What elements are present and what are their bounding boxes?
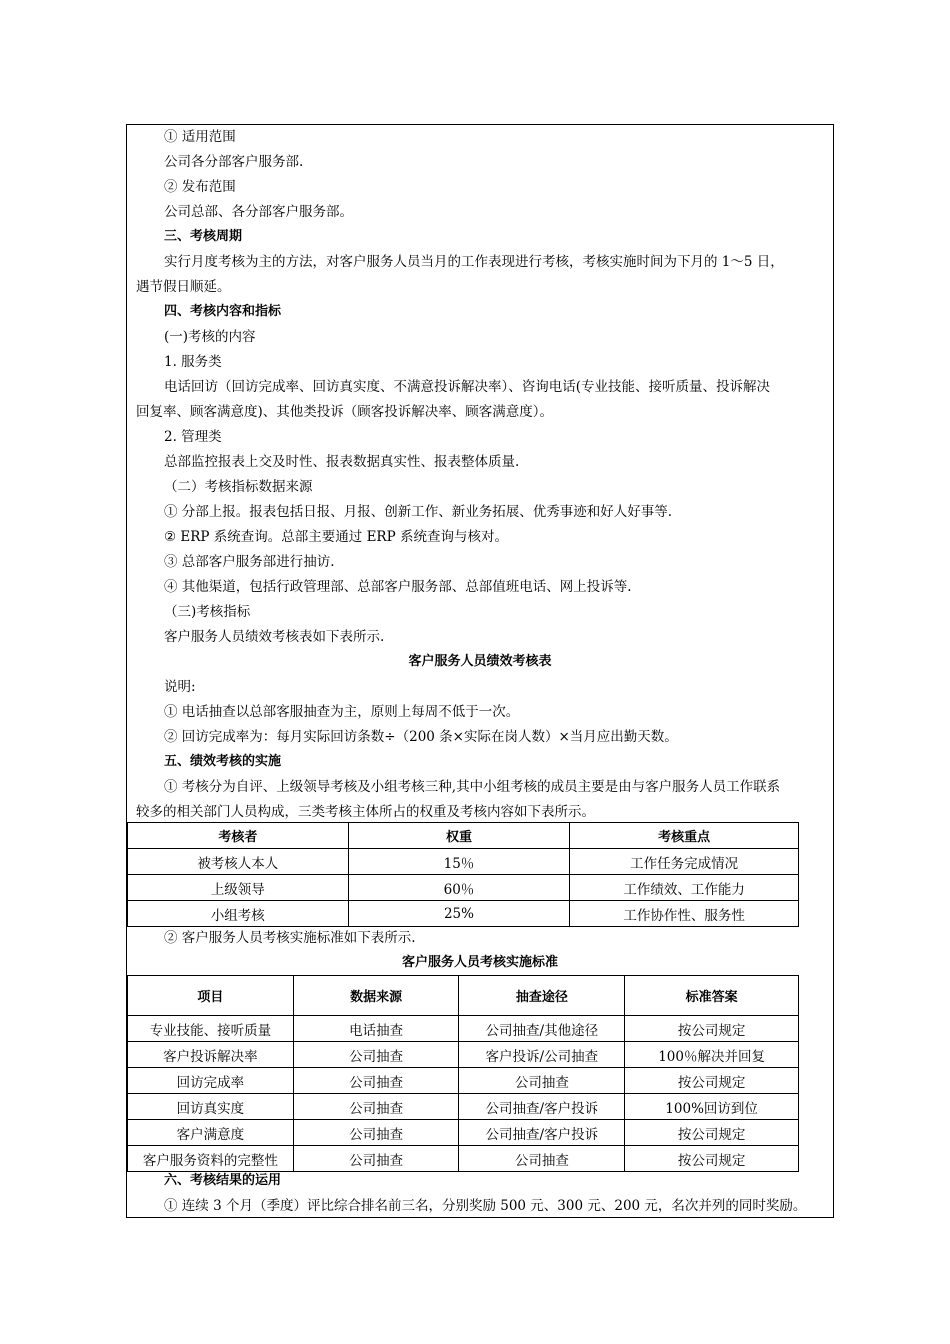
table-cell: 公司抽查 <box>293 1068 459 1094</box>
table-cell: 回访真实度 <box>128 1094 294 1120</box>
header-method: 抽查途径 <box>459 976 625 1016</box>
period-text-2: 遇节假日顺延。 <box>136 279 231 295</box>
data-source-1: ① 分部上报。报表包括日报、月报、创新工作、新业务拓展、优秀事迹和好人好事等. <box>164 504 673 520</box>
standard-table <box>127 975 799 1172</box>
standard-table-header <box>128 976 799 1016</box>
performance-table-title: 客户服务人员绩效考核表 <box>408 654 552 669</box>
scope-text: 公司各分部客户服务部. <box>164 154 304 170</box>
data-source-3: ③ 总部客户服务部进行抽访. <box>164 554 335 570</box>
content-subheading: (一)考核的内容 <box>164 329 256 345</box>
table-cell: 25% <box>348 901 570 927</box>
table-cell: 小组考核 <box>128 901 349 927</box>
table-cell: 公司抽查 <box>293 1094 459 1120</box>
table-cell: 客户服务资料的完整性 <box>128 1146 294 1172</box>
management-heading: 2. 管理类 <box>164 429 222 445</box>
table-row <box>128 1042 799 1068</box>
data-source-heading: （二）考核指标数据来源 <box>164 479 313 495</box>
table-row <box>128 1094 799 1120</box>
table-cell: 按公司规定 <box>625 1068 799 1094</box>
release-text: 公司总部、各分部客户服务部。 <box>164 204 353 220</box>
scope-heading: ① 适用范围 <box>164 129 236 145</box>
indicator-text: 客户服务人员绩效考核表如下表所示. <box>164 629 385 645</box>
header-source: 数据来源 <box>293 976 459 1016</box>
table-cell: 工作绩效、工作能力 <box>570 875 799 901</box>
section-6-title: 六、考核结果的运用 <box>164 1173 282 1188</box>
table-cell: 公司抽查 <box>293 1042 459 1068</box>
table-row <box>128 1146 799 1172</box>
table-cell: 客户投诉/公司抽查 <box>459 1042 625 1068</box>
header-item: 项目 <box>128 976 294 1016</box>
table-row <box>128 849 799 875</box>
data-source-2: ② ERP 系统查询。总部主要通过 ERP 系统查询与核对。 <box>164 529 508 545</box>
table-cell: 公司抽查 <box>459 1146 625 1172</box>
indicator-heading: （三)考核指标 <box>164 604 251 620</box>
service-heading: 1. 服务类 <box>164 354 222 370</box>
management-text: 总部监控报表上交及时性、报表数据真实性、报表整体质量. <box>164 454 520 470</box>
header-focus: 考核重点 <box>570 823 799 849</box>
table-cell: 100%回访到位 <box>625 1094 799 1120</box>
implementation-text-2: 较多的相关部门人员构成，三类考核主体所占的权重及考核内容如下表所示。 <box>136 804 595 820</box>
table-row <box>128 1016 799 1042</box>
table-cell: 客户投诉解决率 <box>128 1042 294 1068</box>
table-cell: 电话抽查 <box>293 1016 459 1042</box>
table-row <box>128 1068 799 1094</box>
table-row <box>128 1120 799 1146</box>
table-cell: 按公司规定 <box>625 1146 799 1172</box>
implementation-text-1: ① 考核分为自评、上级领导考核及小组考核三种,其中小组考核的成员主要是由与客户服务人员工作联系 <box>164 779 781 795</box>
period-text-1: 实行月度考核为主的方法，对客户服务人员当月的工作表现进行考核，考核实施时间为下月的 1～5 日， <box>164 254 784 270</box>
table-cell: 上级领导 <box>128 875 349 901</box>
table-cell: 工作协作性、服务性 <box>570 901 799 927</box>
table-cell: 被考核人本人 <box>128 849 349 875</box>
table-cell: 按公司规定 <box>625 1120 799 1146</box>
result-text: ① 连续 3 个月（季度）评比综合排名前三名，分别奖励 500 元、300 元、200 元，名次并列的同时奖励。 <box>164 1198 807 1214</box>
note-1: ① 电话抽查以总部客服抽查为主，原则上每周不低于一次。 <box>164 704 520 720</box>
table-cell: 按公司规定 <box>625 1016 799 1042</box>
standard-table-title: 客户服务人员考核实施标准 <box>401 955 558 970</box>
service-text-2: 回复率、顾客满意度)、其他类投诉（顾客投诉解决率、顾客满意度）。 <box>136 404 554 420</box>
section-5-title: 五、绩效考核的实施 <box>164 754 282 769</box>
table-cell: 公司抽查 <box>459 1068 625 1094</box>
note-heading: 说明: <box>164 679 196 695</box>
section-4-title: 四、考核内容和指标 <box>164 304 282 319</box>
section-3-title: 三、考核周期 <box>164 229 243 244</box>
table-cell: 公司抽查/客户投诉 <box>459 1120 625 1146</box>
table-cell: 15％ <box>348 849 570 875</box>
weight-table <box>127 822 799 927</box>
note-2: ② 回访完成率为：每月实际回访条数÷（200 条×实际在岗人数）×当月应出勤天数。 <box>164 729 678 745</box>
weight-table-header <box>128 823 799 849</box>
data-source-4: ④ 其他渠道，包括行政管理部、总部客户服务部、总部值班电话、网上投诉等. <box>164 579 632 595</box>
standard-intro: ② 客户服务人员考核实施标准如下表所示. <box>164 930 416 946</box>
table-cell: 公司抽查 <box>293 1120 459 1146</box>
table-cell: 公司抽查/其他途径 <box>459 1016 625 1042</box>
table-cell: 公司抽查/客户投诉 <box>459 1094 625 1120</box>
table-cell: 专业技能、接听质量 <box>128 1016 294 1042</box>
table-cell: 100％解决并回复 <box>625 1042 799 1068</box>
table-cell: 工作任务完成情况 <box>570 849 799 875</box>
table-cell: 回访完成率 <box>128 1068 294 1094</box>
header-assessor: 考核者 <box>128 823 349 849</box>
table-row <box>128 875 799 901</box>
table-row <box>128 901 799 927</box>
table-cell: 客户满意度 <box>128 1120 294 1146</box>
service-text-1: 电话回访（回访完成率、回访真实度、不满意投诉解决率）、咨询电话(专业技能、接听质量、投诉解决 <box>164 379 771 395</box>
header-standard: 标准答案 <box>625 976 799 1016</box>
release-heading: ② 发布范围 <box>164 179 236 195</box>
table-cell: 公司抽查 <box>293 1146 459 1172</box>
table-cell: 60％ <box>348 875 570 901</box>
header-weight: 权重 <box>348 823 570 849</box>
